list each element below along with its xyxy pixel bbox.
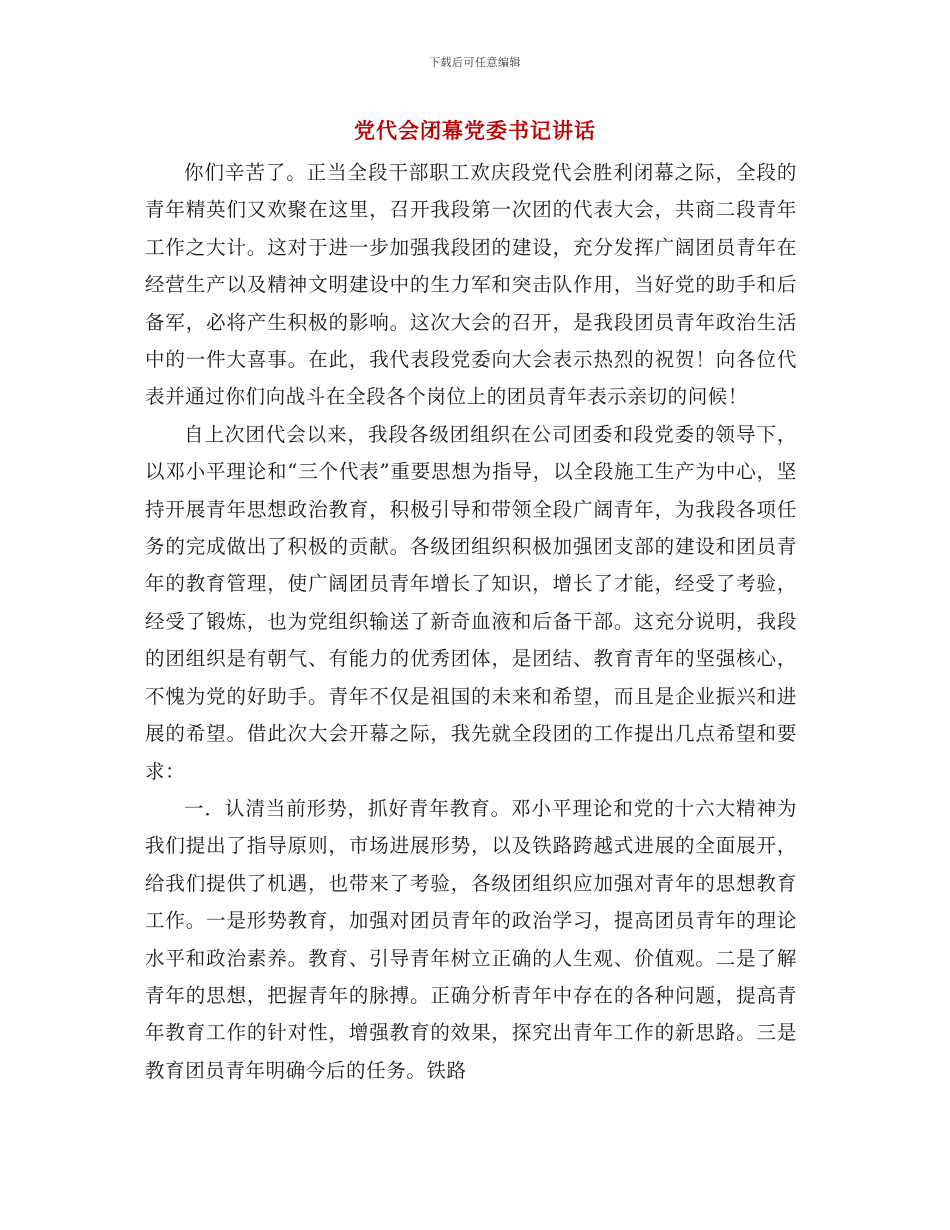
document-title: 党代会闭幕党委书记讲话 <box>354 118 596 143</box>
page-header-note: 下载后可任意编辑 <box>429 56 521 69</box>
document-body <box>145 154 797 1089</box>
paragraph-1: 你们辛苦了。正当全段干部职工欢庆段党代会胜利闭幕之际，全段的青年精英们又欢聚在这里，召开我段第一次团的代表大会，共商二段青年工作之大计。这对于进一步加强我段团的建设，充分发挥广阔团员青年在经营生产以及精神文明建设中的生力军和突击队作用，当好党的助手和后备军，必将产生积极的影响。这次大会的召开，是我段团员青年政治生活中的一件大喜事。在此，我代表段党委向大会表示热烈的祝贺！向各位代表并通过你们向战斗在全段各个岗位上的团员青年表示亲切的问候！ <box>145 161 797 409</box>
paragraph-3: 一．认清当前形势，抓好青年教育。邓小平理论和党的十六大精神为我们提出了指导原则，市场进展形势，以及铁路跨越式进展的全面展开，给我们提供了机遇，也带来了考验，各级团组织应加强对青年的思想教育工作。一是形势教育，加强对团员青年的政治学习，提高团员青年的理论水平和政治素养。教育、引导青年树立正确的人生观、价值观。二是了解青年的思想，把握青年的脉搏。正确分析青年中存在的各种问题，提高青年教育工作的针对性，增强教育的效果，探究出青年工作的新思路。三是教育团员青年明确今后的任务。铁路 <box>145 796 797 1082</box>
paragraph-2: 自上次团代会以来，我段各级团组织在公司团委和段党委的领导下，以邓小平理论和“三个代表”重要思想为指导，以全段施工生产为中心，坚持开展青年思想政治教育，积极引导和带领全段广阔青年，为我段各项任务的完成做出了积极的贡献。各级团组织积极加强团支部的建设和团员青年的教育管理，使广阔团员青年增长了知识，增长了才能，经受了考验，经受了锻炼，也为党组织输送了新奇血液和后备干部。这充分说明，我段的团组织是有朝气、有能力的优秀团体，是团结、教育青年的坚强核心，不愧为党的好助手。青年不仅是祖国的未来和希望，而且是企业振兴和进展的希望。借此次大会开幕之际，我先就全段团的工作提出几点希望和要求： <box>145 422 797 783</box>
